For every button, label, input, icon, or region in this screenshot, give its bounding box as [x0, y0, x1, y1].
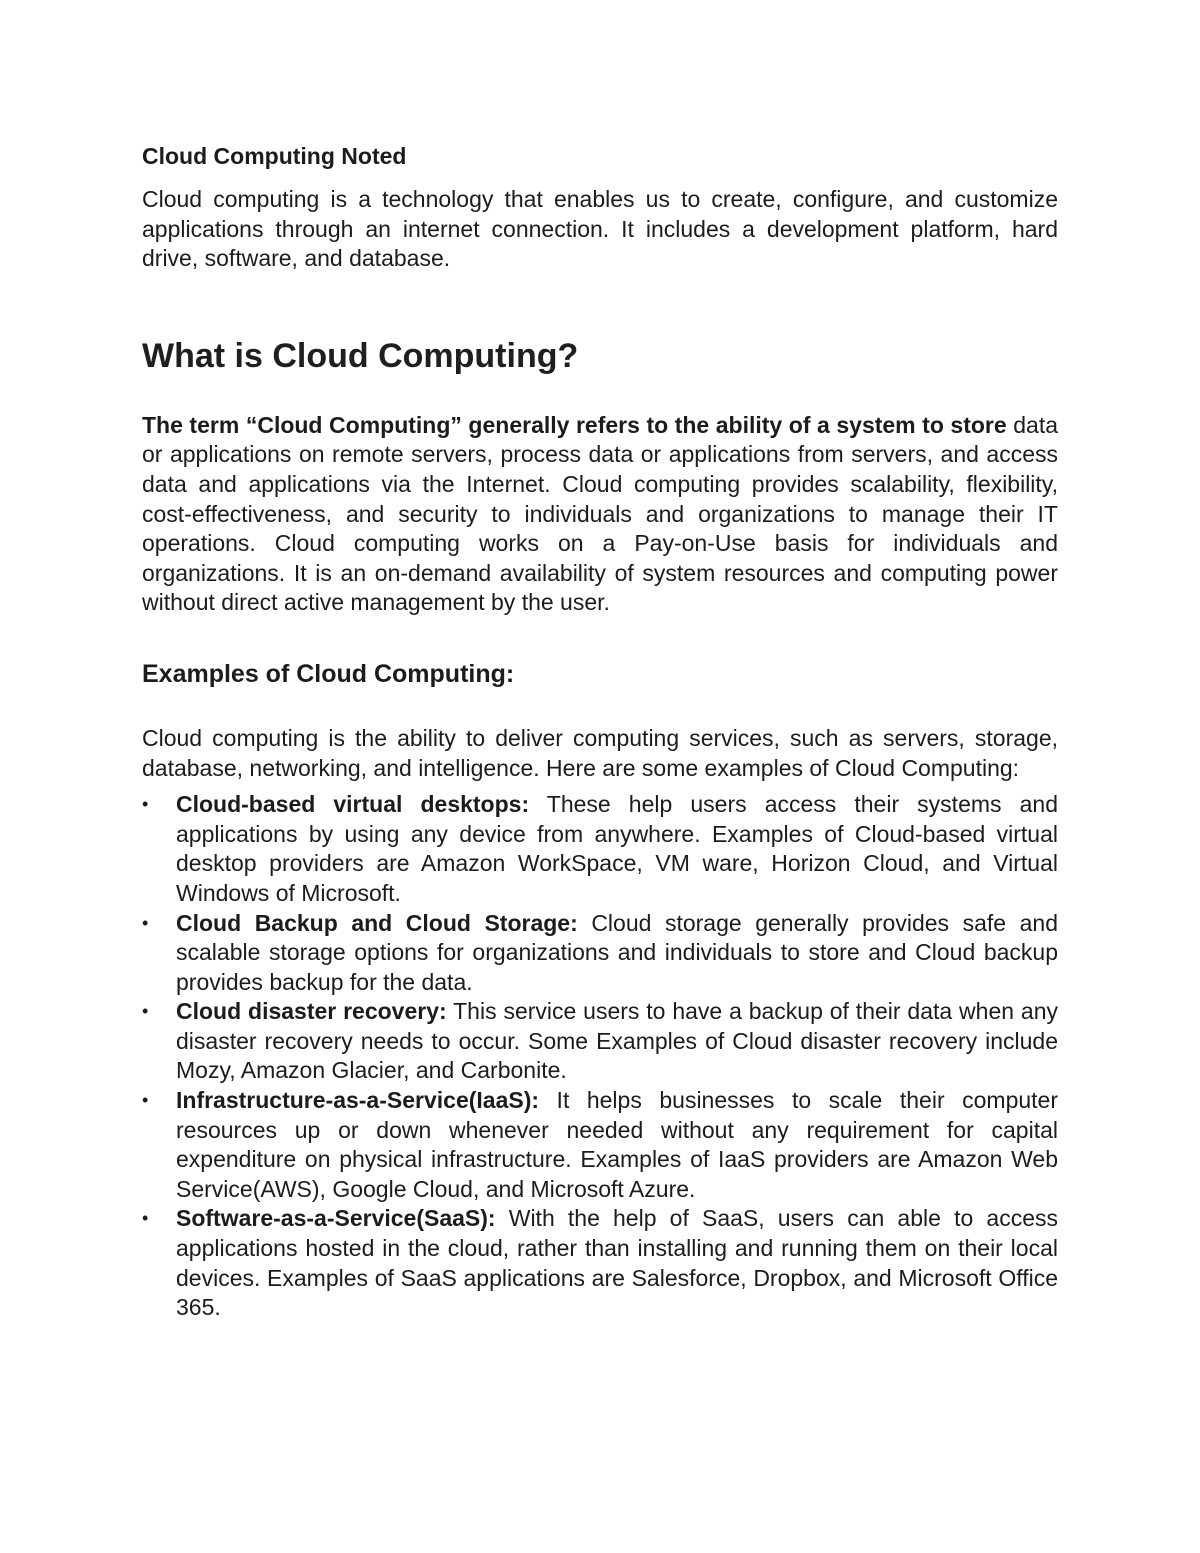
list-item-text: With the help of SaaS, users can able to access applications hosted in the cloud, rather than installing and running them on their local devices. Examples of SaaS applications are Salesforce, Dropbox, and Microsoft Office 365.: [176, 1205, 1058, 1321]
examples-list: [142, 790, 1058, 1323]
list-item-disaster-recovery: [142, 997, 1058, 1086]
bullet-icon: •: [142, 912, 149, 933]
list-item-iaas: [142, 1086, 1058, 1204]
bullet-icon: •: [142, 1208, 149, 1229]
examples-heading: Examples of Cloud Computing:: [142, 659, 515, 688]
definition-paragraph: [142, 411, 1058, 618]
list-item-term: Cloud-based virtual desktops:: [176, 791, 530, 818]
definition-lead: The term “Cloud Computing” generally refers to the ability of a system to store: [142, 411, 1007, 438]
bullet-icon: •: [142, 1090, 149, 1111]
list-item-virtual-desktops: [142, 790, 1058, 908]
intro-paragraph: Cloud computing is a technology that enables us to create, configure, and customize applications through an internet connection. It includes a development platform, hard drive, software, and database.: [142, 186, 1058, 272]
what-is-cloud-heading: What is Cloud Computing?: [142, 336, 579, 375]
list-item-term: Infrastructure-as-a-Service(IaaS):: [176, 1087, 540, 1114]
list-item-backup-storage: [142, 909, 1058, 998]
definition-body: data or applications on remote servers, process data or applications from servers, and access data and applications via the Internet. Cloud computing provides scalability, flexibility, cost-effectiveness, and security to individuals and organizations to manage their IT operations. Cloud computing works on a Pay-on-Use basis for individuals and organizations. It is an on-demand availability of system resources and computing power without direct active management by the user.: [142, 411, 1058, 616]
list-item-text: It helps businesses to scale their computer resources up or down whenever needed without any requirement for capital expenditure on physical infrastructure. Examples of IaaS providers are Amazon Web Service(AWS), Google Cloud, and Microsoft Azure.: [176, 1087, 1058, 1202]
list-item-text: These help users access their systems and applications by using any device from anywhere. Examples of Cloud-based virtual desktop providers are Amazon WorkSpace, VM ware, Horizon Cloud, and Virtual Windows of Microsoft.: [176, 791, 1058, 906]
examples-intro-paragraph: Cloud computing is the ability to deliver computing services, such as servers, storage, database, networking, and intelligence. Here are some examples of Cloud Computing:: [142, 724, 1058, 781]
bullet-icon: •: [142, 1001, 149, 1022]
list-item-term: Cloud Backup and Cloud Storage:: [176, 909, 578, 936]
bullet-icon: •: [142, 794, 149, 815]
list-item-saas: [142, 1204, 1058, 1322]
list-item-term: Software-as-a-Service(SaaS):: [176, 1205, 496, 1232]
list-item-text: This service users to have a backup of their data when any disaster recovery needs to occur. Some Examples of Cloud disaster recovery include Mozy, Amazon Glacier, and Carbonite.: [176, 998, 1058, 1084]
document-title: Cloud Computing Noted: [142, 143, 407, 169]
document-page: [142, 140, 1058, 1323]
list-item-term: Cloud disaster recovery:: [176, 998, 447, 1025]
list-item-text: Cloud storage generally provides safe and scalable storage options for organizations and individuals to store and Cloud backup provides backup for the data.: [176, 909, 1058, 995]
